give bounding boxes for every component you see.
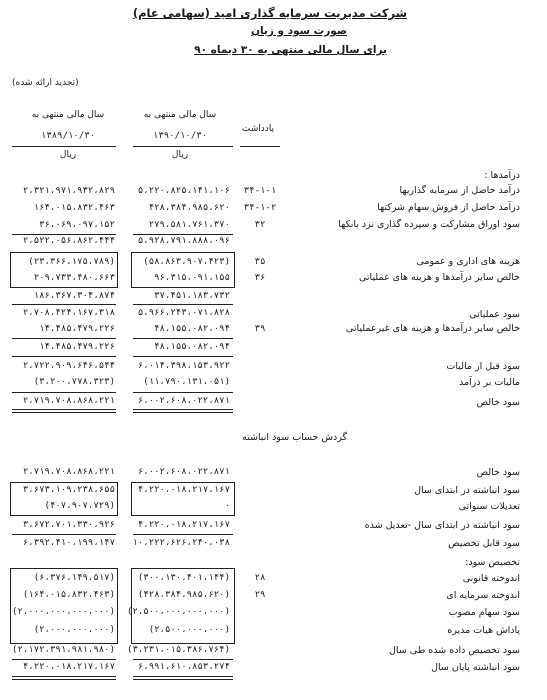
row-label: سود تخصیص داده شده طی سال [389,645,520,656]
subtotal-rule [12,356,116,357]
row-label: درآمد حاصل از فروش سهام شرکتها [377,202,520,213]
row-label: سود قبل از مالیات [446,361,520,372]
row-prev-value: ۱۴،۴۸۵،۴۷۹،۲۲۶ [39,324,115,334]
restated-note: (تجدید ارائه شده) [12,78,79,88]
subtotal-rule [133,338,233,339]
row-prev-value: ۱۶۴،۰۱۵،۸۳۲،۴۶۳ [33,203,115,213]
row-cur-value: (۲،۵۰۰،۰۰۰،۰۰۰،۰۰۰) [127,607,230,617]
header-rule-note [240,146,280,147]
row-prev-value: ۶،۳۹۲،۴۱۰،۱۹۹،۱۴۷ [22,538,115,548]
row-cur-value: ۴،۲۲۰،۰۱۸،۲۱۷،۱۶۷ [137,520,230,530]
row-label: سود انباشته در ابتدای سال -تعدیل شده [364,520,520,531]
row-prev-value: (۲،۱۷۲،۳۹۱،۹۸۱،۹۸۰) [12,645,115,655]
row-label: سود عملیاتی [469,309,520,320]
row-prev-value: ۲،۷۱۹،۷۰۸،۸۶۸،۲۲۱ [22,396,115,406]
col-cur-date: ۱۳۹۰/۱۰/۳۰ [152,131,208,141]
col-note-title: یادداشت [241,124,275,134]
subtotal-rule [133,234,233,235]
row-label: درآمد حاصل از سرمایه گذاریها [399,185,520,196]
row-cur-value: ۵،۲۲۰،۸۲۵،۱۴۱،۱۰۶ [137,186,230,196]
subtotal-rule [133,356,233,357]
col-cur-title: سال مالی منتهی به [143,110,217,120]
row-prev-value: (۳،۲۰۰،۷۷۸،۳۲۳) [33,377,115,387]
row-cur-value: ۱۰،۲۲۲،۶۲۶،۲۴۰،۰۳۸ [132,538,230,548]
row-cur-value: (۱۱،۷۹۰،۱۳۱،۰۵۱) [143,377,230,387]
subtotal-rule [133,534,233,535]
subtotal-rule [12,338,116,339]
row-prev-value: (۱۶۴،۰۱۵،۸۳۲،۴۶۳) [22,590,115,600]
row-note: ۳۲ [254,220,266,230]
row-label: تعدیلات سنواتی [458,501,520,512]
row-cur-value: ۶،۰۰۲،۶۰۸،۰۲۲،۸۷۱ [137,396,230,406]
row-label: سود انباشته در ابتدای سال [414,485,520,496]
retained-earnings-title: گردش حساب سود انباشته [242,432,347,443]
subtotal-rule [133,304,233,305]
row-prev-value: (۲،۰۰۰،۰۰۰،۰۰۰) [33,625,115,635]
header-rule-prev [12,146,116,147]
row-prev-value: ۲،۷۲۲،۹۰۹،۶۴۶،۵۴۴ [22,361,115,371]
row-cur-value: ۴،۲۲۰،۰۱۸،۲۱۷،۱۶۷ [137,485,230,495]
row-cur-value: ۲۷۹،۵۸۱،۷۶۱،۳۷۰ [148,220,230,230]
row-prev-value: ۱۸۶،۳۶۷،۳۰۴،۸۷۴ [33,291,115,301]
row-cur-value: (۲،۵۰۰،۰۰۰،۰۰۰) [148,625,230,635]
row-note: ۲۹ [254,590,266,600]
row-prev-value: (۴۰۷،۹۰۷،۷۲۹) [44,501,115,511]
col-prev-date: ۱۳۸۹/۱۰/۳۰ [40,131,96,141]
col-prev-unit: ریال [59,150,77,160]
row-cur-value: ۵،۹۲۸،۷۹۱،۸۸۸،۰۹۶ [137,236,230,246]
row-prev-value: ۳،۶۷۳،۱۰۹،۲۳۸،۶۵۵ [22,485,115,495]
row-prev-value: ۲،۷۰۸،۴۲۴،۱۶۷،۳۱۸ [22,308,115,318]
row-cur-value: ۳۷،۴۵۱،۱۸۳،۷۳۲ [154,291,230,301]
row-label: سود قابل تخصیص [448,538,520,549]
row-label: اندوخته سرمایه ای [446,590,520,601]
total-double-rule [12,676,116,680]
row-cur-value: ۶،۰۱۴،۳۹۸،۱۵۳،۹۲۲ [137,361,230,371]
company-title: شرکت مدیریت سرمایه گذاری امید (سهامی عام) [132,6,407,20]
row-label: اندوخته قانونی [462,573,520,584]
subtotal-rule [133,659,233,660]
row-cur-value: ۵،۹۶۶،۲۴۳،۰۷۱،۸۲۸ [137,308,230,318]
row-cur-value: (۵۸،۸۶۳،۹۰۷،۴۲۳) [143,257,230,267]
row-label: هزینه های اداری و عمومی [416,256,520,267]
total-double-rule [12,409,116,413]
row-prev-value: (۲۳،۳۶۶،۱۷۵،۷۸۹) [28,257,115,267]
row-note: ۲۸ [254,573,266,583]
row-cur-value: (۴۲۸،۳۸۴،۹۸۵،۶۲۰) [137,590,230,600]
subtotal-rule [12,659,116,660]
row-label: تخصیص سود: [465,557,520,568]
row-label: مالیات بر درآمد [458,377,520,388]
subtotal-rule [12,234,116,235]
row-prev-value: ۲،۳۲۱،۹۷۱،۹۳۲،۸۲۹ [22,186,115,196]
row-note: ۳۴-۱-۱ [243,186,277,196]
row-prev-value: ۱۴،۴۸۵،۴۷۹،۲۲۶ [39,342,115,352]
col-prev-title: سال مالی منتهی به [31,110,105,120]
row-prev-value: ۳،۶۷۲،۷۰۱،۳۳۰،۹۲۶ [22,520,115,530]
subtotal-rule [12,534,116,535]
row-prev-value: ۳۶،۰۶۹،۰۹۷،۱۵۲ [39,220,115,230]
row-prev-value: (۲،۰۰۰،۰۰۰،۰۰۰،۰۰۰) [12,607,115,617]
row-cur-value: ۹۶،۳۱۵،۰۹۱،۱۵۵ [154,273,230,283]
row-prev-value: ۲۰۹،۷۳۳،۴۸۰،۶۶۳ [33,273,115,283]
row-cur-value: ۶،۰۰۲،۶۰۸،۰۲۲،۸۷۱ [137,467,230,477]
row-label: پاداش هیات مدیره [447,625,520,636]
subtotal-rule [12,304,116,305]
row-label: سود اوراق مشارکت و سپرده گذاری نزد بانکها [338,219,520,230]
row-cur-value: ۴۸،۱۵۵،۰۸۲،۰۹۴ [154,324,230,334]
subtotal-rule [133,392,233,393]
statement-title: صورت سود و زیان [250,25,347,37]
total-double-rule [133,676,233,680]
row-note: ۳۶ [254,273,266,283]
row-prev-value: ۲،۷۱۹،۷۰۸،۸۶۸،۲۲۱ [22,467,115,477]
row-label: خالص سایر درآمدها و هزینه های عملیاتی [358,272,520,283]
row-cur-value: ۶،۹۹۱،۶۱۰،۸۵۳،۲۷۴ [137,662,230,672]
header-rule-cur [133,146,233,147]
row-cur-value: (۳۰۰،۱۳۰،۴۰۱،۱۴۴) [137,573,230,583]
row-label: سود سهام مصوب [448,607,520,618]
row-cur-value: ۰ [224,501,230,511]
col-cur-unit: ریال [171,150,189,160]
row-cur-value: ۴۸،۱۵۵،۰۸۲،۰۹۴ [154,342,230,352]
period-title: برای سال مالی منتهی به ۳۰ دیماه ۹۰ [194,44,387,56]
row-note: ۳۴-۱-۲ [243,203,277,213]
row-cur-value: (۳،۲۳۱،۰۱۵،۳۸۶،۷۶۴) [127,645,230,655]
row-cur-value: ۴۲۸،۳۸۴،۹۸۵،۶۲۰ [148,203,230,213]
subtotal-rule [12,392,116,393]
row-label: درآمدها : [484,170,520,181]
row-note: ۳۹ [254,324,266,334]
row-label: سود خالص [476,467,520,478]
row-label: خالص سایر درآمدها و هزینه های غیرعملیاتی [345,323,520,334]
row-note: ۳۵ [254,257,266,267]
total-double-rule [133,409,233,413]
row-label: سود انباشته پایان سال [431,662,520,673]
row-prev-value: (۶،۳۷۶،۱۴۹،۵۱۷) [33,573,115,583]
row-prev-value: ۲،۵۲۲،۰۵۶،۸۶۲،۴۴۴ [22,236,115,246]
row-prev-value: ۴،۲۲۰،۰۱۸،۲۱۷،۱۶۷ [22,662,115,672]
row-label: سود خالص [476,397,520,408]
